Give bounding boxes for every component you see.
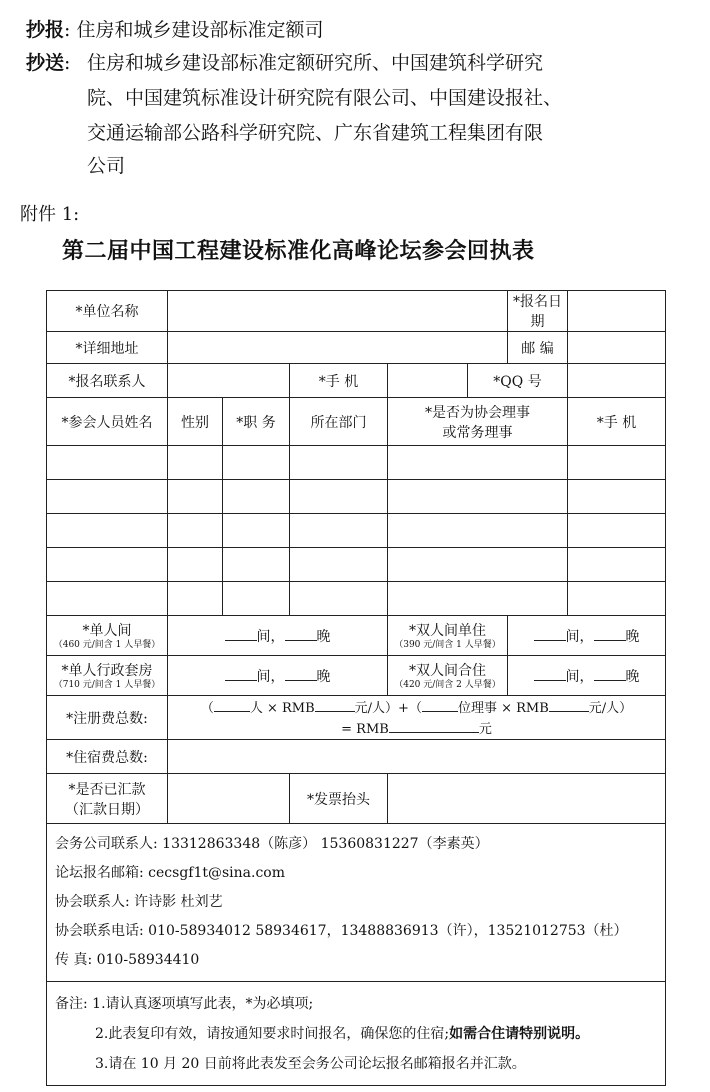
attendee-cell[interactable]	[223, 582, 290, 616]
attendee-cell[interactable]	[168, 446, 223, 480]
attendee-cell[interactable]	[290, 446, 388, 480]
address-field[interactable]	[168, 332, 508, 364]
nights-unit: 晚	[316, 668, 331, 685]
attendee-cell[interactable]	[388, 514, 568, 548]
double-shared-name: *双人间合住	[409, 663, 486, 679]
fee-per-person: 元/人）+（	[354, 700, 422, 716]
attendee-cell[interactable]	[47, 446, 168, 480]
address-label: *详细地址	[47, 332, 168, 364]
registration-form	[46, 290, 666, 1086]
note-2-bold: 如需合住请特别说明。	[449, 1025, 590, 1042]
exec-suite-price: （710 元/间含 1 人早餐）	[53, 680, 161, 690]
attendee-cell[interactable]	[568, 446, 666, 480]
lodging-fee-field[interactable]	[168, 740, 666, 774]
qq-label: *QQ 号	[468, 364, 568, 398]
attendee-cell[interactable]	[568, 548, 666, 582]
attendee-cell[interactable]	[223, 548, 290, 582]
attendee-row	[47, 582, 666, 616]
cc-report-label: 抄报	[26, 19, 65, 41]
attendee-cell[interactable]	[568, 582, 666, 616]
mobile-label: *手 机	[290, 364, 388, 398]
double-shared-field[interactable]	[508, 656, 666, 696]
exec-suite-label	[47, 656, 168, 696]
attendee-cell[interactable]	[290, 514, 388, 548]
attendee-cell[interactable]	[47, 514, 168, 548]
note-2-text: 2.此表复印有效，请按通知要求时间报名，确保您的住宿;	[95, 1025, 450, 1042]
exec-suite-name: *单人行政套房	[61, 663, 153, 679]
reg-date-label: *报名日期	[508, 291, 568, 332]
nights-unit: 晚	[625, 628, 640, 645]
double-single-name: *双人间单住	[409, 623, 486, 639]
attendee-cell[interactable]	[168, 548, 223, 582]
association-phone: 协会联系电话: 010-58934012 58934617，13488836913（许），13521012753（杜）	[55, 923, 628, 939]
fee-open: （	[200, 700, 214, 716]
reg-date-field[interactable]	[568, 291, 666, 332]
fee-person: 人 × RMB	[249, 700, 315, 716]
fax: 传 真: 010-58934410	[55, 952, 200, 968]
postcode-field[interactable]	[568, 332, 666, 364]
attendee-cell[interactable]	[388, 446, 568, 480]
cc-send-line: 交通运输部公路科学研究院、广东省建筑工程集团有限	[87, 122, 544, 144]
rooms-unit: 间，	[565, 628, 594, 645]
note-3: 3.请在 10 月 20 日前将此表发至会务公司论坛报名邮箱报名并汇款。	[95, 1055, 526, 1072]
attendee-cell[interactable]	[223, 446, 290, 480]
nights-unit: 晚	[625, 668, 640, 685]
reg-fee-label: *注册费总数:	[47, 696, 168, 740]
director-header-line1: *是否为协会理事	[425, 404, 530, 421]
unit-name-field[interactable]	[168, 291, 508, 332]
attendee-cell[interactable]	[290, 548, 388, 582]
attendee-cell[interactable]	[47, 480, 168, 514]
position-header: *职 务	[223, 398, 290, 446]
rooms-unit: 间，	[256, 628, 285, 645]
note-2	[55, 1019, 657, 1049]
double-shared-label	[388, 656, 508, 696]
double-single-label	[388, 616, 508, 656]
association-contact: 协会联系人: 许诗影 杜刘艺	[55, 894, 223, 910]
attendee-row	[47, 480, 666, 514]
attendee-cell[interactable]	[568, 480, 666, 514]
invoice-title-field[interactable]	[388, 774, 666, 824]
double-single-field[interactable]	[508, 616, 666, 656]
rooms-unit: 间，	[256, 668, 285, 685]
double-single-price: （390 元/间含 1 人早餐）	[394, 640, 501, 650]
contact-label: *报名联系人	[47, 364, 168, 398]
cc-send-line: 公司	[87, 155, 126, 177]
attendee-cell[interactable]	[168, 582, 223, 616]
double-shared-price: （420 元/间含 2 人早餐）	[394, 680, 501, 690]
attendee-cell[interactable]	[388, 548, 568, 582]
forum-email: 论坛报名邮箱: cecsgf1t@sina.com	[55, 865, 286, 881]
single-room-price: （460 元/间含 1 人早餐）	[53, 640, 161, 650]
cc-report: 抄报: 住房和城乡建设部标准定额司	[26, 19, 324, 41]
single-room-name: *单人间	[82, 623, 132, 639]
form-title: 第二届中国工程建设标准化高峰论坛参会回执表	[62, 239, 535, 264]
single-room-field[interactable]	[168, 616, 388, 656]
attendee-cell[interactable]	[47, 548, 168, 582]
cc-send-label: 抄送	[26, 52, 65, 74]
cc-send-line: 住房和城乡建设部标准定额研究所、中国建筑科学研究	[87, 52, 544, 74]
lodging-fee-label: *住宿费总数:	[47, 740, 168, 774]
attendee-mobile-header: *手 机	[568, 398, 666, 446]
cc-send: 抄送:	[26, 52, 71, 74]
director-header-line2: 或常务理事	[442, 424, 513, 441]
attendee-cell[interactable]	[388, 582, 568, 616]
remittance-field[interactable]	[168, 774, 290, 824]
notes	[47, 982, 666, 1086]
cc-report-text: 住房和城乡建设部标准定额司	[76, 19, 324, 41]
note-1: 备注: 1.请认真逐项填写此表，*为必填项;	[55, 995, 314, 1012]
rooms-unit: 间，	[565, 668, 594, 685]
cc-send-line: 院、中国建筑标准设计研究院有限公司、中国建设报社、	[87, 87, 563, 109]
attendee-row	[47, 446, 666, 480]
fee-director: 位理事 × RMB	[457, 700, 549, 716]
single-room-label	[47, 616, 168, 656]
fee-per-person2: 元/人）	[588, 700, 633, 716]
mobile-field[interactable]	[388, 364, 468, 398]
attendee-cell[interactable]	[47, 582, 168, 616]
attendee-cell[interactable]	[568, 514, 666, 548]
attendee-name-header: *参会人员姓名	[47, 398, 168, 446]
unit-name-label: *单位名称	[47, 291, 168, 332]
attendee-cell[interactable]	[290, 582, 388, 616]
invoice-title-label: *发票抬头	[290, 774, 388, 824]
department-header: 所在部门	[290, 398, 388, 446]
attendee-cell[interactable]	[290, 480, 388, 514]
nights-unit: 晚	[316, 628, 331, 645]
attachment-label: 附件 1:	[20, 204, 80, 225]
gender-header: 性别	[168, 398, 223, 446]
remittance-line1: *是否已汇款	[68, 781, 146, 798]
attendee-row	[47, 514, 666, 548]
attendee-cell[interactable]	[223, 514, 290, 548]
event-company-contact: 会务公司联系人: 13312863348（陈彦） 15360831227（李素英）	[55, 836, 489, 852]
attendee-cell[interactable]	[168, 480, 223, 514]
fee-yuan: 元	[478, 721, 492, 737]
postcode-label: 邮 编	[508, 332, 568, 364]
remittance-line2: （汇款日期）	[65, 801, 149, 818]
exec-suite-field[interactable]	[168, 656, 388, 696]
remittance-label	[47, 774, 168, 824]
attendee-cell[interactable]	[168, 514, 223, 548]
fee-equals: = RMB	[341, 721, 389, 737]
director-header	[388, 398, 568, 446]
reg-fee-field[interactable]	[168, 696, 666, 740]
contact-field[interactable]	[168, 364, 290, 398]
attendee-row	[47, 548, 666, 582]
attendee-cell[interactable]	[388, 480, 568, 514]
qq-field[interactable]	[568, 364, 666, 398]
attendee-cell[interactable]	[223, 480, 290, 514]
contact-info	[47, 824, 666, 982]
